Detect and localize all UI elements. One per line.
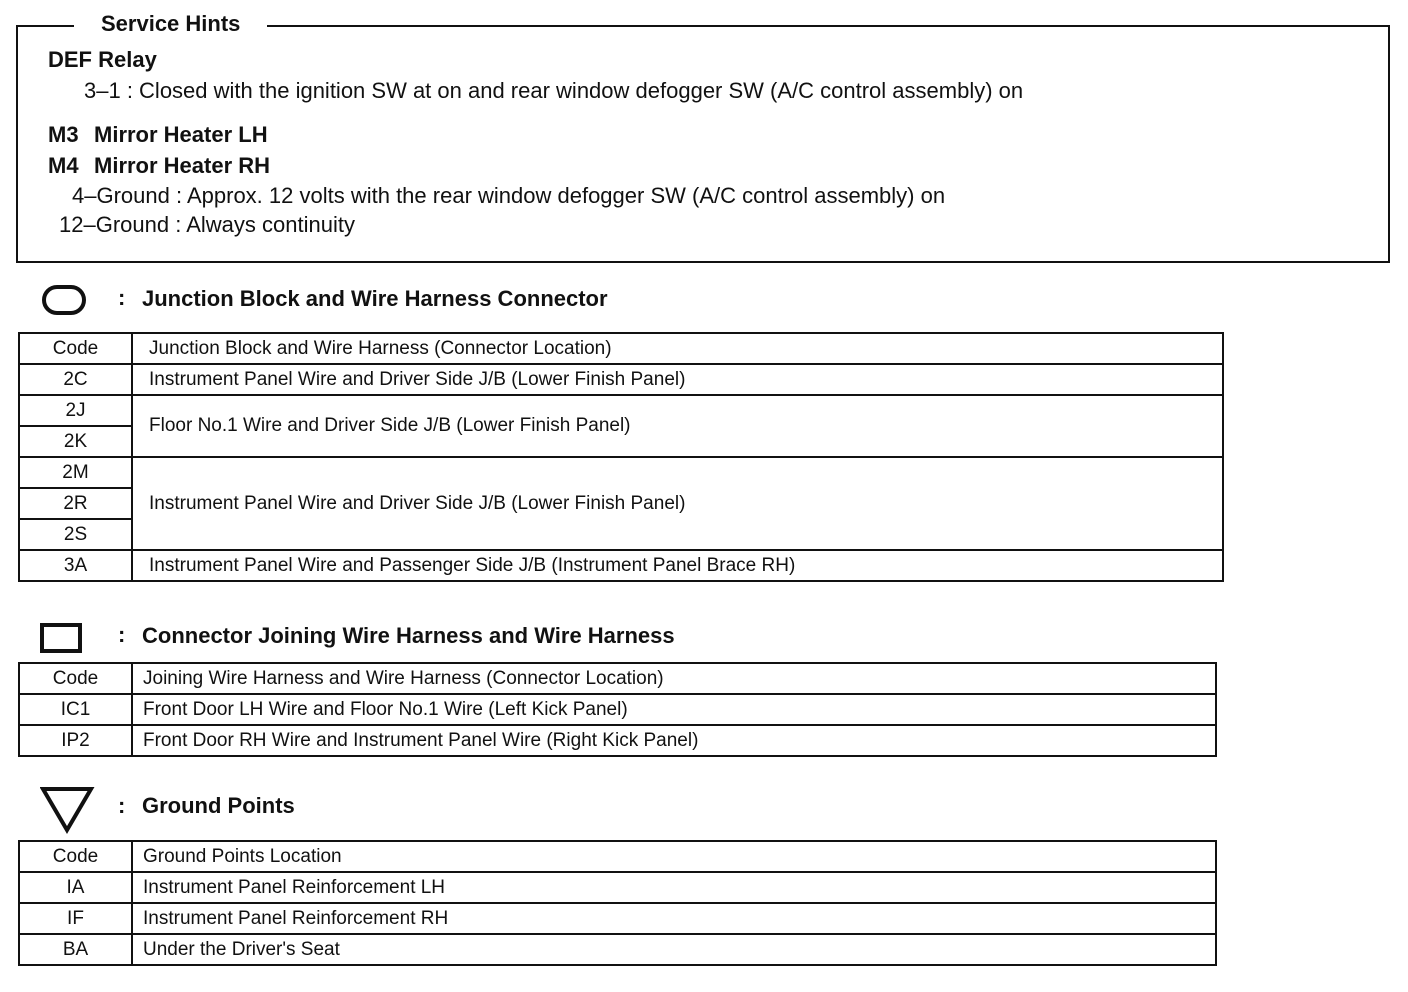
header-code: Code bbox=[19, 841, 132, 872]
table-row bbox=[19, 725, 1216, 756]
junction-block-table bbox=[18, 332, 1224, 582]
table-header-row bbox=[19, 333, 1223, 364]
row-desc: Instrument Panel Reinforcement RH bbox=[132, 903, 1216, 934]
ground-points-title: Ground Points bbox=[142, 793, 295, 818]
header-desc: Ground Points Location bbox=[132, 841, 1216, 872]
header-code: Code bbox=[19, 333, 132, 364]
table-row bbox=[19, 903, 1216, 934]
row-desc: Instrument Panel Wire and Driver Side J/B (Lower Finish Panel) bbox=[132, 457, 1223, 550]
m3-name: Mirror Heater LH bbox=[94, 122, 268, 147]
table-header-row bbox=[19, 841, 1216, 872]
connector-colon: : bbox=[118, 622, 126, 647]
m4-code: M4 bbox=[48, 153, 79, 178]
header-code: Code bbox=[19, 663, 132, 694]
row-desc: Front Door RH Wire and Instrument Panel Wire (Right Kick Panel) bbox=[132, 725, 1216, 756]
row-code: BA bbox=[19, 934, 132, 965]
m4-name: Mirror Heater RH bbox=[94, 153, 271, 178]
row-code: IC1 bbox=[19, 694, 132, 725]
def-relay-line: 3–1 : Closed with the ignition SW at on and rear window defogger SW (A/C control assembly) on bbox=[84, 78, 1024, 103]
mirror-line-2: 12–Ground : Always continuity bbox=[59, 212, 355, 237]
row-desc: Instrument Panel Wire and Driver Side J/B (Lower Finish Panel) bbox=[132, 364, 1223, 395]
table-row bbox=[19, 395, 1223, 426]
row-code: 2R bbox=[19, 488, 132, 519]
service-hints-title: Service Hints bbox=[74, 10, 267, 38]
table-row bbox=[19, 457, 1223, 488]
table-row bbox=[19, 364, 1223, 395]
rounded-oval-icon bbox=[40, 284, 90, 318]
junction-block-header bbox=[40, 284, 740, 324]
connector-joining-header bbox=[40, 621, 800, 661]
row-desc: Front Door LH Wire and Floor No.1 Wire (Left Kick Panel) bbox=[132, 694, 1216, 725]
ground-points-header bbox=[40, 786, 440, 836]
junction-block-title: Junction Block and Wire Harness Connector bbox=[142, 286, 608, 311]
table-row bbox=[19, 934, 1216, 965]
row-desc: Instrument Panel Reinforcement LH bbox=[132, 872, 1216, 903]
row-code: 2K bbox=[19, 426, 132, 457]
row-desc: Floor No.1 Wire and Driver Side J/B (Lower Finish Panel) bbox=[132, 395, 1223, 457]
row-code: IA bbox=[19, 872, 132, 903]
row-code: 3A bbox=[19, 550, 132, 581]
mirror-m3-heading bbox=[48, 122, 268, 148]
connector-joining-title: Connector Joining Wire Harness and Wire Harness bbox=[142, 623, 675, 648]
row-code: 2C bbox=[19, 364, 132, 395]
ground-colon: : bbox=[118, 793, 126, 818]
row-code: 2S bbox=[19, 519, 132, 550]
down-triangle-icon bbox=[40, 786, 96, 834]
row-code: IF bbox=[19, 903, 132, 934]
ground-points-table bbox=[18, 840, 1217, 966]
table-row bbox=[19, 550, 1223, 581]
row-code: 2J bbox=[19, 395, 132, 426]
mirror-m4-heading bbox=[48, 153, 270, 179]
table-row bbox=[19, 872, 1216, 903]
row-code: IP2 bbox=[19, 725, 132, 756]
header-desc: Junction Block and Wire Harness (Connector Location) bbox=[132, 333, 1223, 364]
row-code: 2M bbox=[19, 457, 132, 488]
m3-code: M3 bbox=[48, 122, 79, 147]
def-relay-heading: DEF Relay bbox=[48, 47, 157, 72]
junction-colon: : bbox=[118, 285, 126, 310]
connector-joining-table bbox=[18, 662, 1217, 757]
row-desc: Instrument Panel Wire and Passenger Side J/B (Instrument Panel Brace RH) bbox=[132, 550, 1223, 581]
row-desc: Under the Driver's Seat bbox=[132, 934, 1216, 965]
mirror-line-1: 4–Ground : Approx. 12 volts with the rear window defogger SW (A/C control assembly) on bbox=[72, 183, 946, 208]
header-desc: Joining Wire Harness and Wire Harness (Connector Location) bbox=[132, 663, 1216, 694]
table-row bbox=[19, 694, 1216, 725]
table-header-row bbox=[19, 663, 1216, 694]
rectangle-icon bbox=[40, 621, 84, 655]
